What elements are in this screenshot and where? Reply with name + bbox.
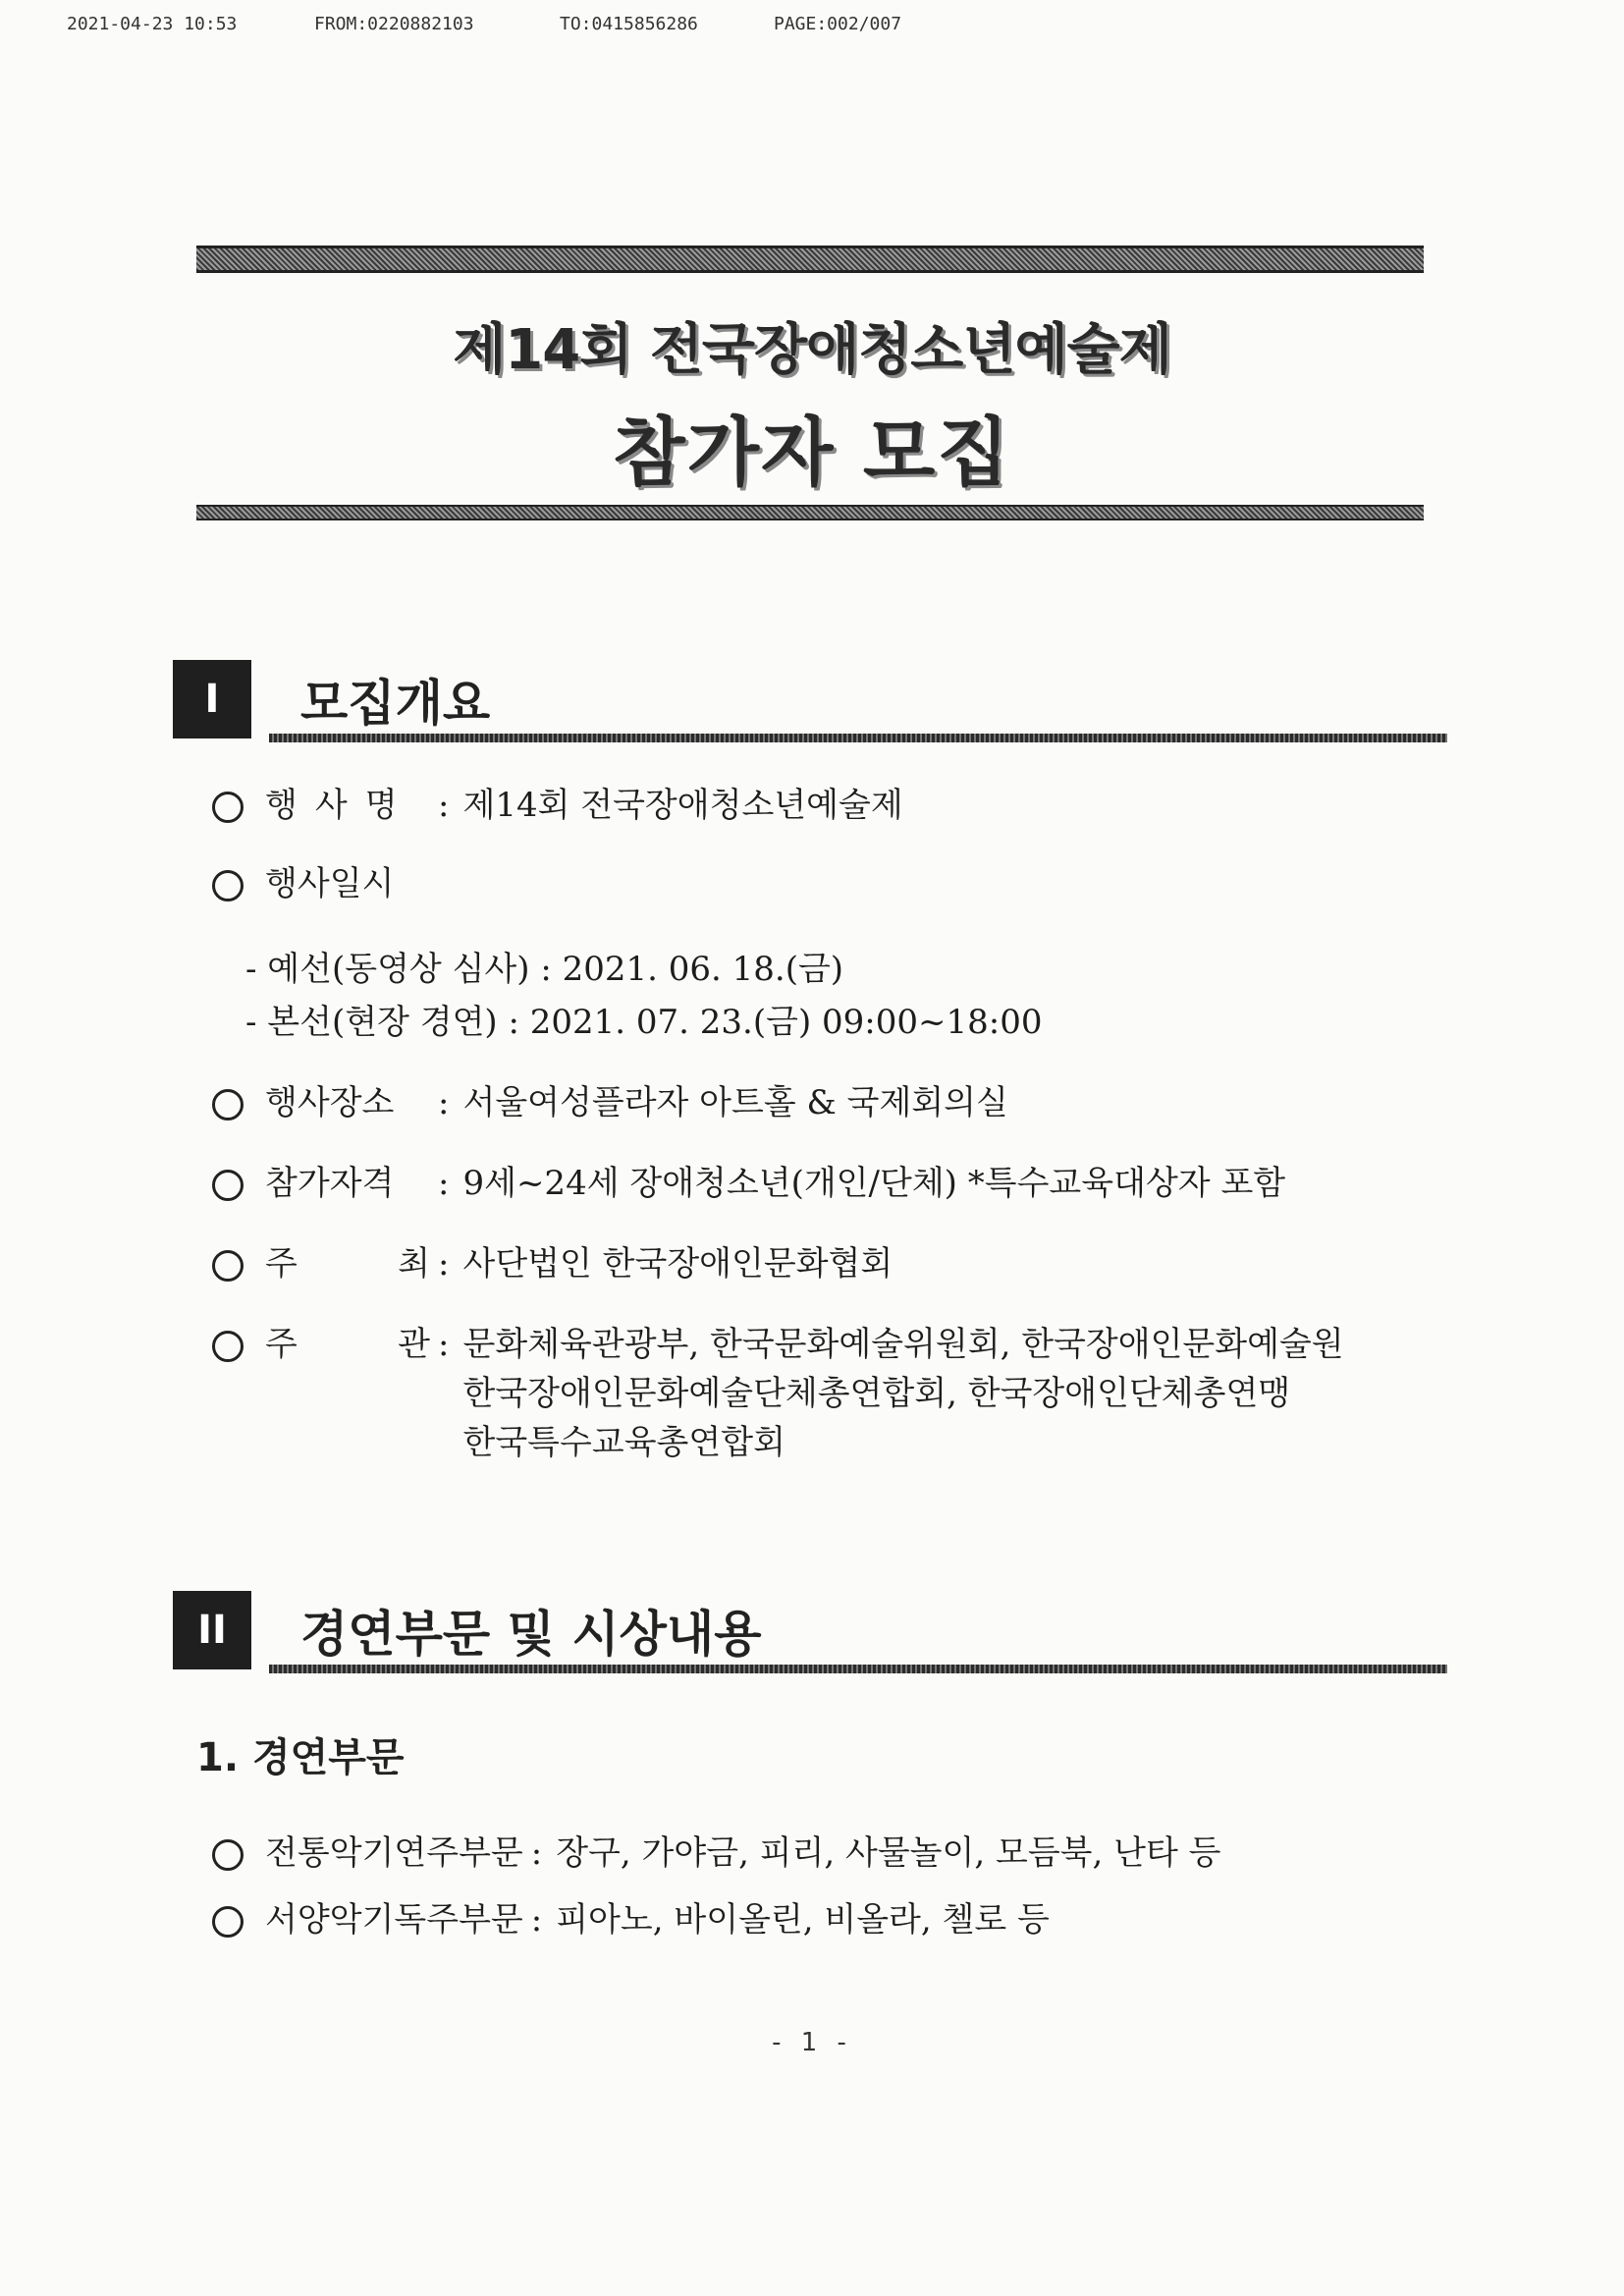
colon: : xyxy=(438,786,450,825)
bullet-circle-icon xyxy=(212,792,244,823)
page-number: - 1 - xyxy=(772,2028,852,2057)
bullet-circle-icon xyxy=(212,1250,244,1282)
date-prelim: - 예선(동영상 심사) : 2021. 06. 18.(금) xyxy=(245,950,844,989)
item-label-part: 관 xyxy=(398,1325,430,1364)
section-1-heading xyxy=(173,660,1447,742)
bullet-circle-icon xyxy=(212,1839,244,1871)
item-value: 장구, 가야금, 피리, 사물놀이, 모듬북, 난타 등 xyxy=(556,1833,1221,1873)
item-category xyxy=(212,1895,1050,1944)
date-final: - 본선(현장 경연) : 2021. 07. 23.(금) 09:00~18:00 xyxy=(245,1003,1043,1042)
page-title: 제14회 전국장애청소년예술제 xyxy=(453,318,1171,382)
item-label: 행사일시 xyxy=(265,864,395,903)
section-rule xyxy=(269,1665,1447,1673)
item-value: 9세~24세 장애청소년(개인/단체) *특수교육대상자 포함 xyxy=(462,1164,1286,1203)
page-subtitle: 참가자 모집 xyxy=(613,409,1011,496)
item-eligibility xyxy=(212,1159,1285,1208)
organizer-line: 한국장애인문화예술단체총연합회, 한국장애인단체총연맹 xyxy=(462,1374,1291,1413)
section-2-heading xyxy=(173,1591,1447,1673)
item-value: 사단법인 한국장애인문화협회 xyxy=(462,1244,893,1284)
item-label: 참가자격 xyxy=(265,1164,395,1203)
section-number-badge: II xyxy=(173,1591,251,1669)
colon: : xyxy=(438,1083,450,1122)
organizer-line: 문화체육관광부, 한국문화예술위원회, 한국장애인문화예술원 xyxy=(462,1325,1344,1364)
section-rule xyxy=(269,734,1447,742)
item-label-part: 주 xyxy=(265,1244,298,1284)
subsection-heading: 1. 경연부문 xyxy=(196,1735,405,1780)
item-value xyxy=(462,1320,1343,1467)
bullet-circle-icon xyxy=(212,1170,244,1201)
item-venue xyxy=(212,1078,1008,1127)
item-value: 서울여성플라자 아트홀 & 국제회의실 xyxy=(462,1083,1008,1122)
item-label: 행사장소 xyxy=(265,1083,395,1122)
item-label xyxy=(265,1239,430,1288)
item-label xyxy=(265,1320,430,1369)
item-value: 제14회 전국장애청소년예술제 xyxy=(462,786,903,825)
bullet-circle-icon xyxy=(212,1089,244,1121)
fax-page: PAGE:002/007 xyxy=(774,14,902,34)
item-label: 전통악기연주부문 xyxy=(265,1833,523,1873)
item-label-part: 최 xyxy=(398,1244,430,1284)
item-category xyxy=(212,1829,1220,1878)
fax-header xyxy=(67,14,1585,43)
item-label-part: 주 xyxy=(265,1325,298,1364)
organizer-line: 한국특수교육총연합회 xyxy=(462,1423,785,1462)
item-label: 서양악기독주부문 xyxy=(265,1900,523,1940)
item-event-date xyxy=(212,859,430,908)
fax-datetime: 2021-04-23 10:53 xyxy=(67,14,238,34)
section-title: 경연부문 및 시상내용 xyxy=(300,1606,762,1663)
item-event-name xyxy=(212,781,903,830)
item-organizer xyxy=(212,1320,1344,1467)
bullet-circle-icon xyxy=(212,1331,244,1362)
item-value: 피아노, 바이올린, 비올라, 첼로 등 xyxy=(556,1900,1050,1940)
colon: : xyxy=(438,1164,450,1203)
title-top-rule xyxy=(196,246,1424,273)
title-bottom-rule xyxy=(196,505,1424,520)
fax-from: FROM:0220882103 xyxy=(314,14,474,34)
colon: : xyxy=(438,1325,450,1364)
section-title: 모집개요 xyxy=(300,675,491,732)
item-host xyxy=(212,1239,893,1288)
item-label: 행사명 xyxy=(265,786,415,825)
colon: : xyxy=(530,1900,543,1940)
section-number-badge: I xyxy=(173,660,251,738)
bullet-circle-icon xyxy=(212,1906,244,1938)
colon: : xyxy=(438,1244,450,1284)
fax-to: TO:0415856286 xyxy=(560,14,698,34)
bullet-circle-icon xyxy=(212,870,244,902)
colon: : xyxy=(530,1833,543,1873)
